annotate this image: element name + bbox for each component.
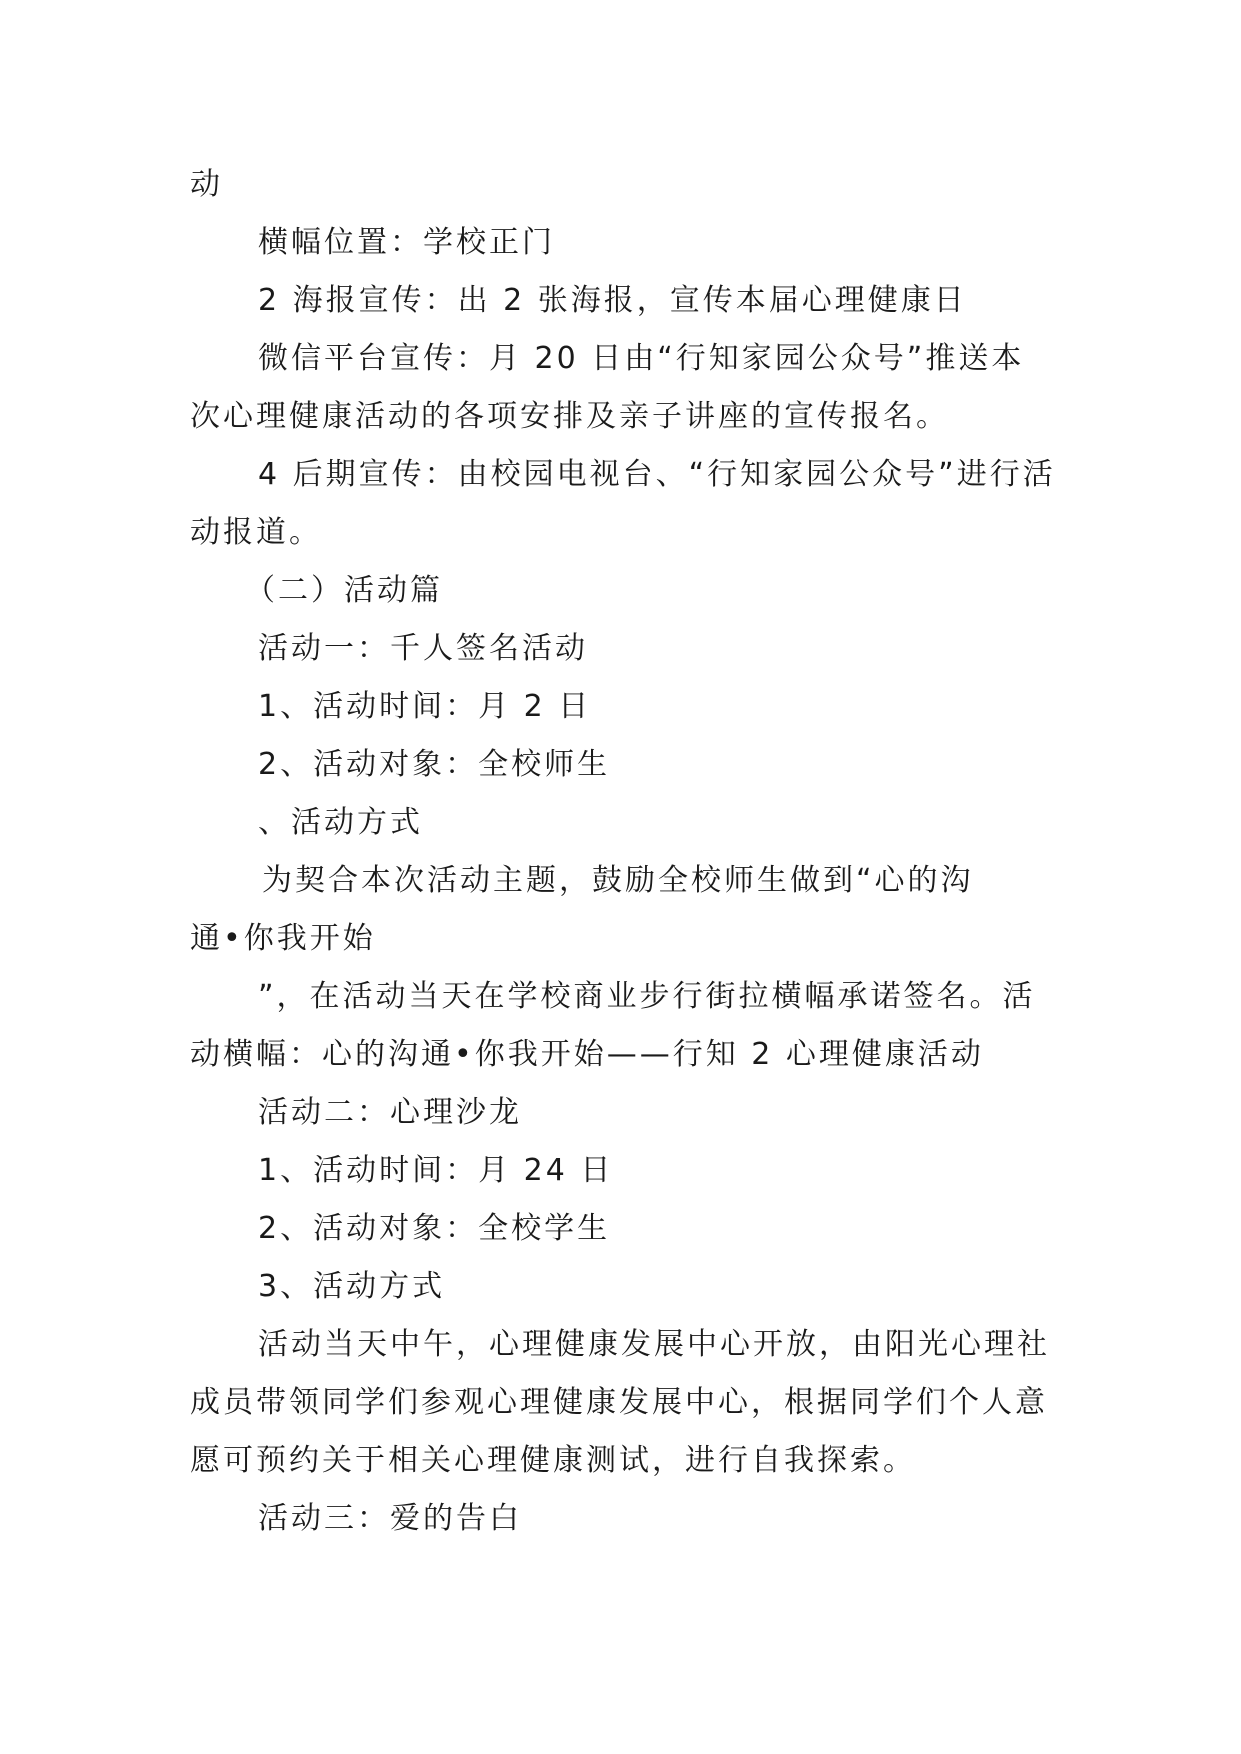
text-line: 横幅位置：学校正门 [258,225,555,260]
text-line: 动 [190,167,223,202]
text-line: 、活动方式 [258,805,423,840]
activity-heading: 活动三：爱的告白 [258,1501,522,1536]
text-line: 微信平台宣传：月 20 日由“行知家园公众号”推送本 [258,341,1025,376]
text-line: 1、活动时间：月 24 日 [258,1153,614,1188]
text-line: 通•你我开始 [190,921,376,956]
text-line: 动横幅：心的沟通•你我开始——行知 2 心理健康活动 [190,1037,984,1072]
text-line: 2 海报宣传：出 2 张海报，宣传本届心理健康日 [258,283,967,318]
activity-heading: 活动一：千人签名活动 [258,631,588,666]
text-line: 动报道。 [190,515,322,550]
section-heading: （二）活动篇 [245,573,443,608]
text-line: 愿可预约关于相关心理健康测试，进行自我探索。 [190,1443,916,1478]
text-line: 2、活动对象：全校师生 [258,747,611,782]
activity-heading: 活动二：心理沙龙 [258,1095,522,1130]
text-line: 活动当天中午，心理健康发展中心开放，由阳光心理社 [258,1327,1050,1362]
text-line: ”，在活动当天在学校商业步行街拉横幅承诺签名。活 [258,979,1036,1014]
text-line: 4 后期宣传：由校园电视台、“行知家园公众号”进行活 [258,457,1056,492]
text-line: 2、活动对象：全校学生 [258,1211,611,1246]
text-line: 3、活动方式 [258,1269,446,1304]
text-line: 1、活动时间：月 2 日 [258,689,592,724]
text-line: 次心理健康活动的各项安排及亲子讲座的宣传报名。 [190,399,949,434]
text-line: 为契合本次活动主题，鼓励全校师生做到“心的沟 [262,863,974,898]
text-line: 成员带领同学们参观心理健康发展中心，根据同学们个人意 [190,1385,1048,1420]
